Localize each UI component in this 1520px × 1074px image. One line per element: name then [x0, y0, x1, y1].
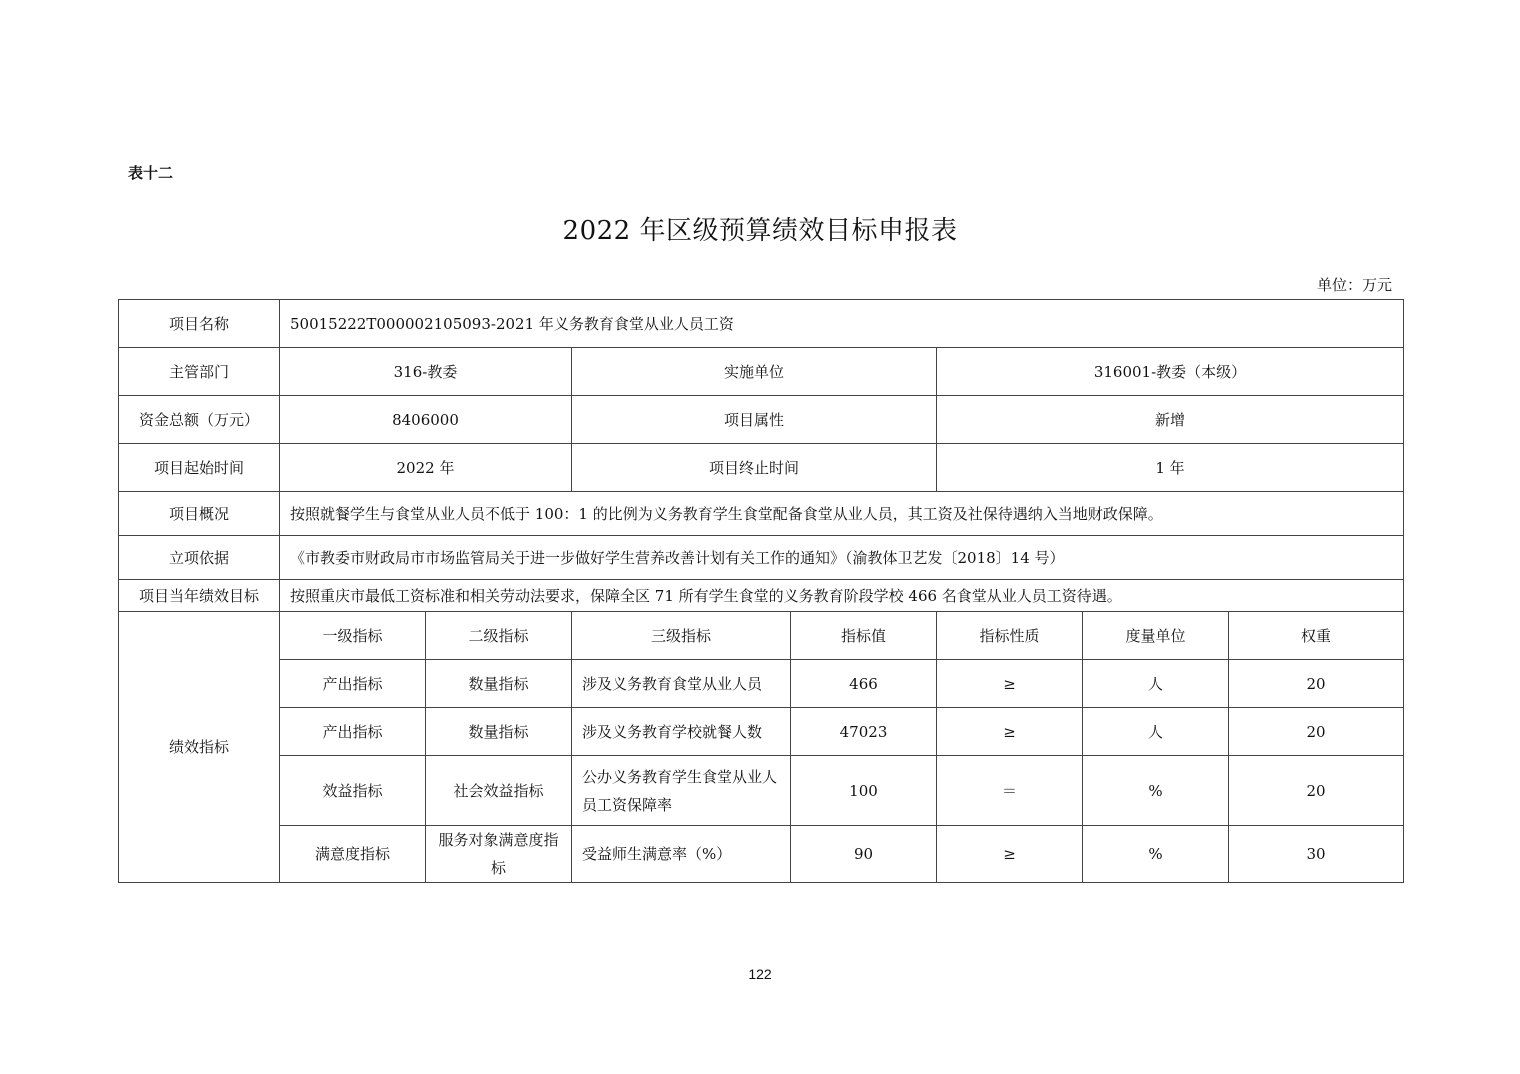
perf-cell: 100 — [791, 756, 937, 826]
perf-cell: ≥ — [937, 708, 1083, 756]
perf-cell: 社会效益指标 — [426, 756, 572, 826]
perf-cell: 90 — [791, 826, 937, 883]
perf-header-cell: 指标值 — [791, 612, 937, 660]
impl-value: 316001-教委（本级） — [937, 348, 1404, 396]
table-number: 表十二 — [128, 164, 174, 182]
overview-label: 项目概况 — [119, 492, 280, 536]
table-row — [119, 444, 1404, 492]
page-number: 122 — [748, 966, 772, 982]
perf-cell: 466 — [791, 660, 937, 708]
perf-cell: 效益指标 — [280, 756, 426, 826]
perf-cell: ≥ — [937, 660, 1083, 708]
perf-cell: 20 — [1229, 708, 1404, 756]
perf-cell: 20 — [1229, 756, 1404, 826]
perf-header-cell: 度量单位 — [1083, 612, 1229, 660]
overview-value: 按照就餐学生与食堂从业人员不低于 100：1 的比例为义务教育学生食堂配备食堂从业人员，其工资及社保待遇纳入当地财政保障。 — [280, 492, 1404, 536]
start-value: 2022 年 — [280, 444, 572, 492]
start-label: 项目起始时间 — [119, 444, 280, 492]
perf-cell: 产出指标 — [280, 708, 426, 756]
perf-cell: 人 — [1083, 660, 1229, 708]
table-row — [119, 708, 1404, 756]
perf-header-cell: 二级指标 — [426, 612, 572, 660]
perf-cell: 满意度指标 — [280, 826, 426, 883]
basis-value: 《市教委市财政局市市场监管局关于进一步做好学生营养改善计划有关工作的通知》（渝教体卫艺发〔2018〕14 号） — [280, 536, 1404, 580]
unit-label: 单位：万元 — [1316, 276, 1392, 294]
dept-label: 主管部门 — [119, 348, 280, 396]
table-row — [119, 492, 1404, 536]
perf-header-cell: 指标性质 — [937, 612, 1083, 660]
funds-label: 资金总额（万元） — [119, 396, 280, 444]
attr-value: 新增 — [937, 396, 1404, 444]
perf-cell: ＝ — [937, 756, 1083, 826]
project-name-value: 50015222T000002105093-2021 年义务教育食堂从业人员工资 — [280, 300, 1404, 348]
table-row — [119, 396, 1404, 444]
perf-cell: 受益师生满意率（%） — [572, 826, 791, 883]
perf-header-cell: 三级指标 — [572, 612, 791, 660]
perf-cell: % — [1083, 826, 1229, 883]
funds-value: 8406000 — [280, 396, 572, 444]
perf-cell: 涉及义务教育学校就餐人数 — [572, 708, 791, 756]
dept-value: 316-教委 — [280, 348, 572, 396]
impl-label: 实施单位 — [572, 348, 937, 396]
goal-value: 按照重庆市最低工资标准和相关劳动法要求，保障全区 71 所有学生食堂的义务教育阶段学校 466 名食堂从业人员工资待遇。 — [280, 580, 1404, 612]
table-row — [119, 580, 1404, 612]
perf-cell: 人 — [1083, 708, 1229, 756]
attr-label: 项目属性 — [572, 396, 937, 444]
end-value: 1 年 — [937, 444, 1404, 492]
project-name-label: 项目名称 — [119, 300, 280, 348]
goal-label: 项目当年绩效目标 — [119, 580, 280, 612]
basis-label: 立项依据 — [119, 536, 280, 580]
perf-header-cell: 一级指标 — [280, 612, 426, 660]
perf-cell: 数量指标 — [426, 660, 572, 708]
perf-cell: % — [1083, 756, 1229, 826]
perf-cell: 产出指标 — [280, 660, 426, 708]
perf-cell: 数量指标 — [426, 708, 572, 756]
perf-cell: ≥ — [937, 826, 1083, 883]
perf-cell: 30 — [1229, 826, 1404, 883]
perf-label: 绩效指标 — [119, 612, 280, 883]
page-title: 2022 年区级预算绩效目标申报表 — [562, 216, 958, 246]
perf-cell: 服务对象满意度指标 — [426, 826, 572, 883]
table-row — [119, 826, 1404, 883]
perf-cell: 公办义务教育学生食堂从业人员工资保障率 — [572, 756, 791, 826]
perf-cell: 20 — [1229, 660, 1404, 708]
budget-performance-table — [118, 299, 1404, 883]
perf-cell: 涉及义务教育食堂从业人员 — [572, 660, 791, 708]
table-row — [119, 536, 1404, 580]
table-row — [119, 660, 1404, 708]
end-label: 项目终止时间 — [572, 444, 937, 492]
perf-cell: 47023 — [791, 708, 937, 756]
perf-header-cell: 权重 — [1229, 612, 1404, 660]
table-row — [119, 348, 1404, 396]
perf-header-row — [119, 612, 1404, 660]
table-row — [119, 300, 1404, 348]
table-row — [119, 756, 1404, 826]
